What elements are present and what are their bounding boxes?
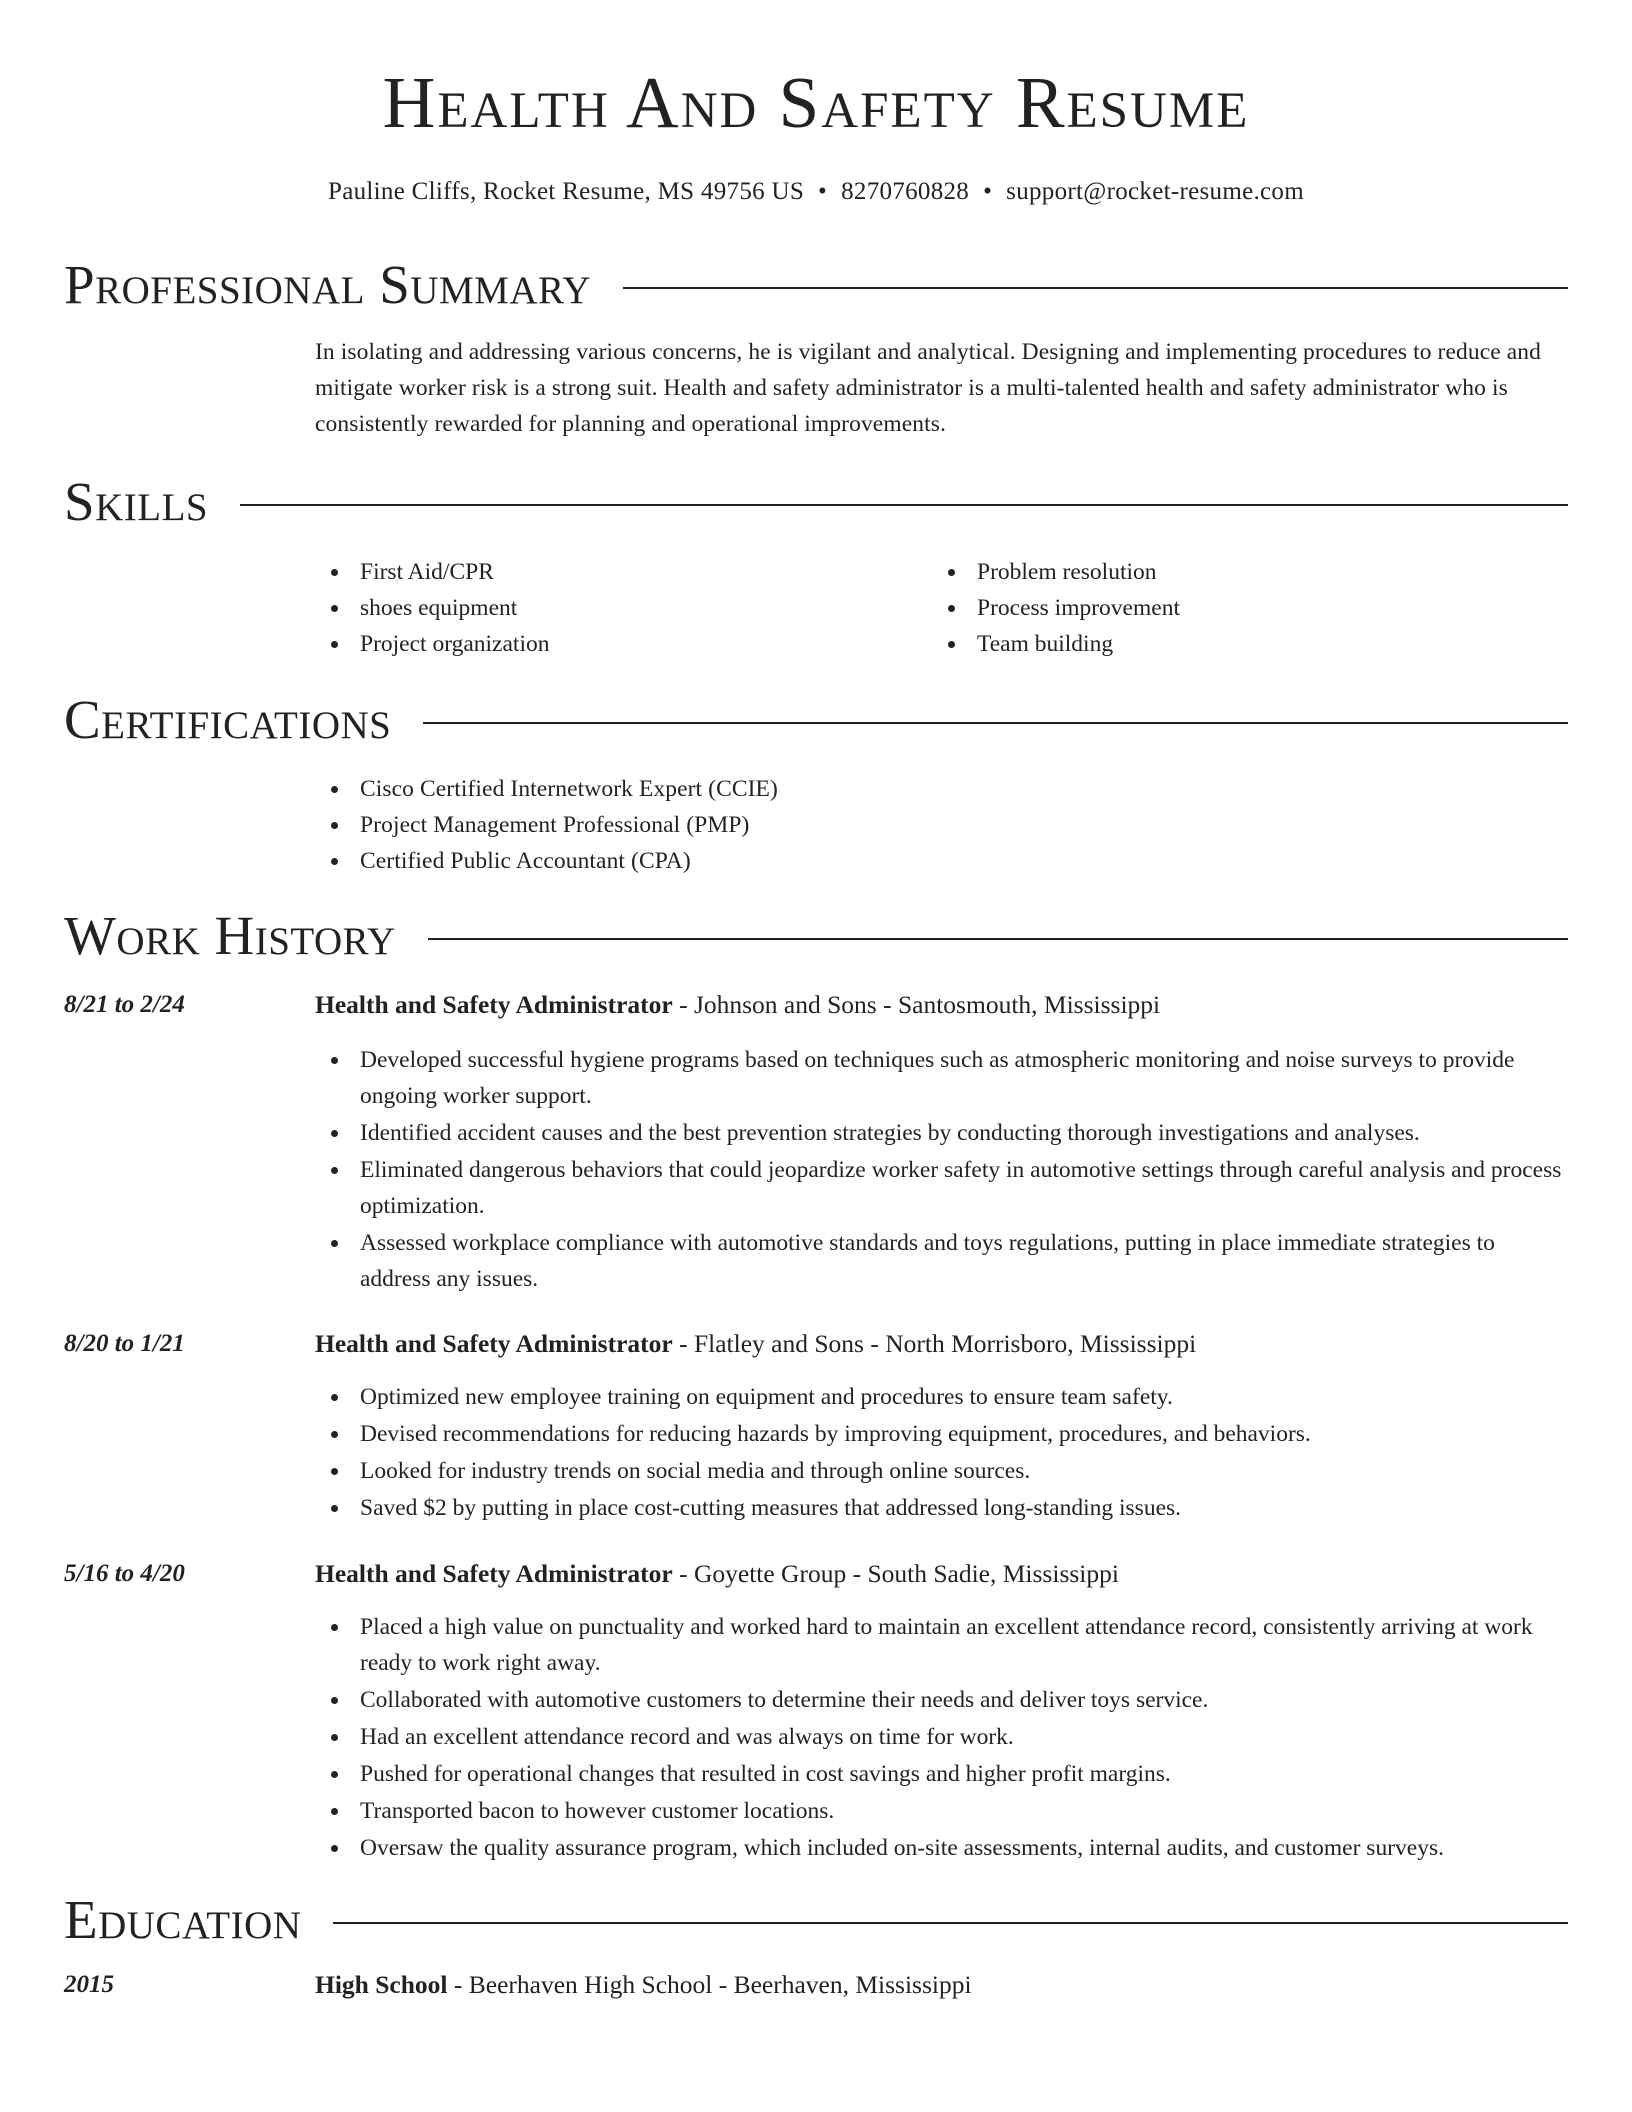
section-heading-work-history <box>64 906 1568 966</box>
job-employer: - Flatley and Sons - North Morrisboro, Mississippi <box>672 1329 1197 1358</box>
section-divider <box>423 722 1568 724</box>
education-school: - Beerhaven High School - Beerhaven, Mississippi <box>447 1970 972 1999</box>
job-bullet: Looked for industry trends on social media and through online sources. <box>315 1453 1570 1489</box>
job-bullet: Optimized new employee training on equipment and procedures to ensure team safety. <box>315 1379 1570 1415</box>
job-dates: 8/20 to 1/21 <box>64 1330 185 1357</box>
certification-item: Certified Public Accountant (CPA) <box>315 843 1570 879</box>
job-heading <box>315 987 1570 1023</box>
job-employer: - Goyette Group - South Sadie, Mississippi <box>672 1559 1119 1588</box>
job-employer: - Johnson and Sons - Santosmouth, Mississippi <box>672 990 1161 1019</box>
skill-item: First Aid/CPR <box>315 554 932 590</box>
job-bullet: Identified accident causes and the best prevention strategies by conducting thorough investigations and analyses. <box>315 1115 1570 1151</box>
section-title: Work History <box>64 905 396 966</box>
skill-item: shoes equipment <box>315 590 932 626</box>
certification-item: Cisco Certified Internetwork Expert (CCIE) <box>315 771 1570 807</box>
job-bullet: Collaborated with automotive customers to determine their needs and deliver toys service. <box>315 1682 1570 1718</box>
section-divider <box>240 504 1568 506</box>
job-bullets <box>315 1609 1570 1867</box>
resume-title: Health And Safety Resume <box>382 62 1250 143</box>
skill-item: Project organization <box>315 626 932 662</box>
job-bullet: Devised recommendations for reducing hazards by improving equipment, procedures, and behaviors. <box>315 1416 1570 1452</box>
skills-column-right <box>932 554 1549 662</box>
job-bullet: Eliminated dangerous behaviors that could jeopardize worker safety in automotive settings through careful analysis and process optimization. <box>315 1152 1570 1224</box>
job-heading <box>315 1556 1570 1592</box>
certifications-list <box>315 771 1570 879</box>
job-dates: 8/21 to 2/24 <box>64 991 185 1018</box>
section-title: Education <box>64 1889 302 1950</box>
contact-phone: 8270760828 <box>841 178 970 205</box>
skill-item: Problem resolution <box>932 554 1549 590</box>
section-title: Skills <box>64 471 209 532</box>
job-bullet: Saved $2 by putting in place cost-cutting measures that addressed long-standing issues. <box>315 1490 1570 1526</box>
education-degree: High School <box>315 1970 448 1999</box>
job-bullets <box>315 1379 1570 1527</box>
education-year: 2015 <box>64 1971 114 1998</box>
skills-column-left <box>315 554 932 662</box>
job-title: Health and Safety Administrator <box>315 990 673 1019</box>
contact-line <box>0 174 1632 210</box>
job-title: Health and Safety Administrator <box>315 1559 673 1588</box>
job-bullet: Pushed for operational changes that resulted in cost savings and higher profit margins. <box>315 1756 1570 1792</box>
section-title: Professional Summary <box>64 254 592 315</box>
section-title: Certifications <box>64 689 392 750</box>
section-divider <box>428 938 1568 940</box>
contact-address: Pauline Cliffs, Rocket Resume, MS 49756 US <box>328 178 805 205</box>
job-bullet: Had an excellent attendance record and was always on time for work. <box>315 1719 1570 1755</box>
section-heading-certifications <box>64 690 1568 750</box>
job-heading <box>315 1326 1570 1362</box>
section-divider <box>623 287 1568 289</box>
job-bullet: Oversaw the quality assurance program, which included on-site assessments, internal audits, and customer surveys. <box>315 1830 1570 1866</box>
summary-text: In isolating and addressing various concerns, he is vigilant and analytical. Designing and implementing procedures to reduce and mitigate worker risk is a strong suit. Health and safety administrator is a multi-talented health and safety administrator who is consistently rewarded for planning and operational improvements. <box>315 339 1541 437</box>
job-bullets <box>315 1042 1570 1298</box>
contact-separator: • <box>983 178 993 205</box>
contact-separator: • <box>818 178 828 205</box>
certification-item: Project Management Professional (PMP) <box>315 807 1570 843</box>
skills-list <box>315 554 1570 662</box>
contact-email: support@rocket-resume.com <box>1006 178 1304 205</box>
skill-item: Team building <box>932 626 1549 662</box>
job-bullet: Placed a high value on punctuality and worked hard to maintain an excellent attendance record, consistently arriving at work ready to work right away. <box>315 1609 1570 1681</box>
job-title: Health and Safety Administrator <box>315 1329 673 1358</box>
section-heading-education <box>64 1890 1568 1950</box>
job-bullet: Developed successful hygiene programs based on techniques such as atmospheric monitoring and noise surveys to provide ongoing worker support. <box>315 1042 1570 1114</box>
job-dates: 5/16 to 4/20 <box>64 1560 185 1587</box>
section-heading-summary <box>64 255 1568 315</box>
skill-item: Process improvement <box>932 590 1549 626</box>
job-bullet: Assessed workplace compliance with automotive standards and toys regulations, putting in place immediate strategies to address any issues. <box>315 1225 1570 1297</box>
section-heading-skills <box>64 472 1568 532</box>
education-entry <box>315 1967 1570 2003</box>
section-divider <box>333 1922 1568 1924</box>
job-bullet: Transported bacon to however customer locations. <box>315 1793 1570 1829</box>
